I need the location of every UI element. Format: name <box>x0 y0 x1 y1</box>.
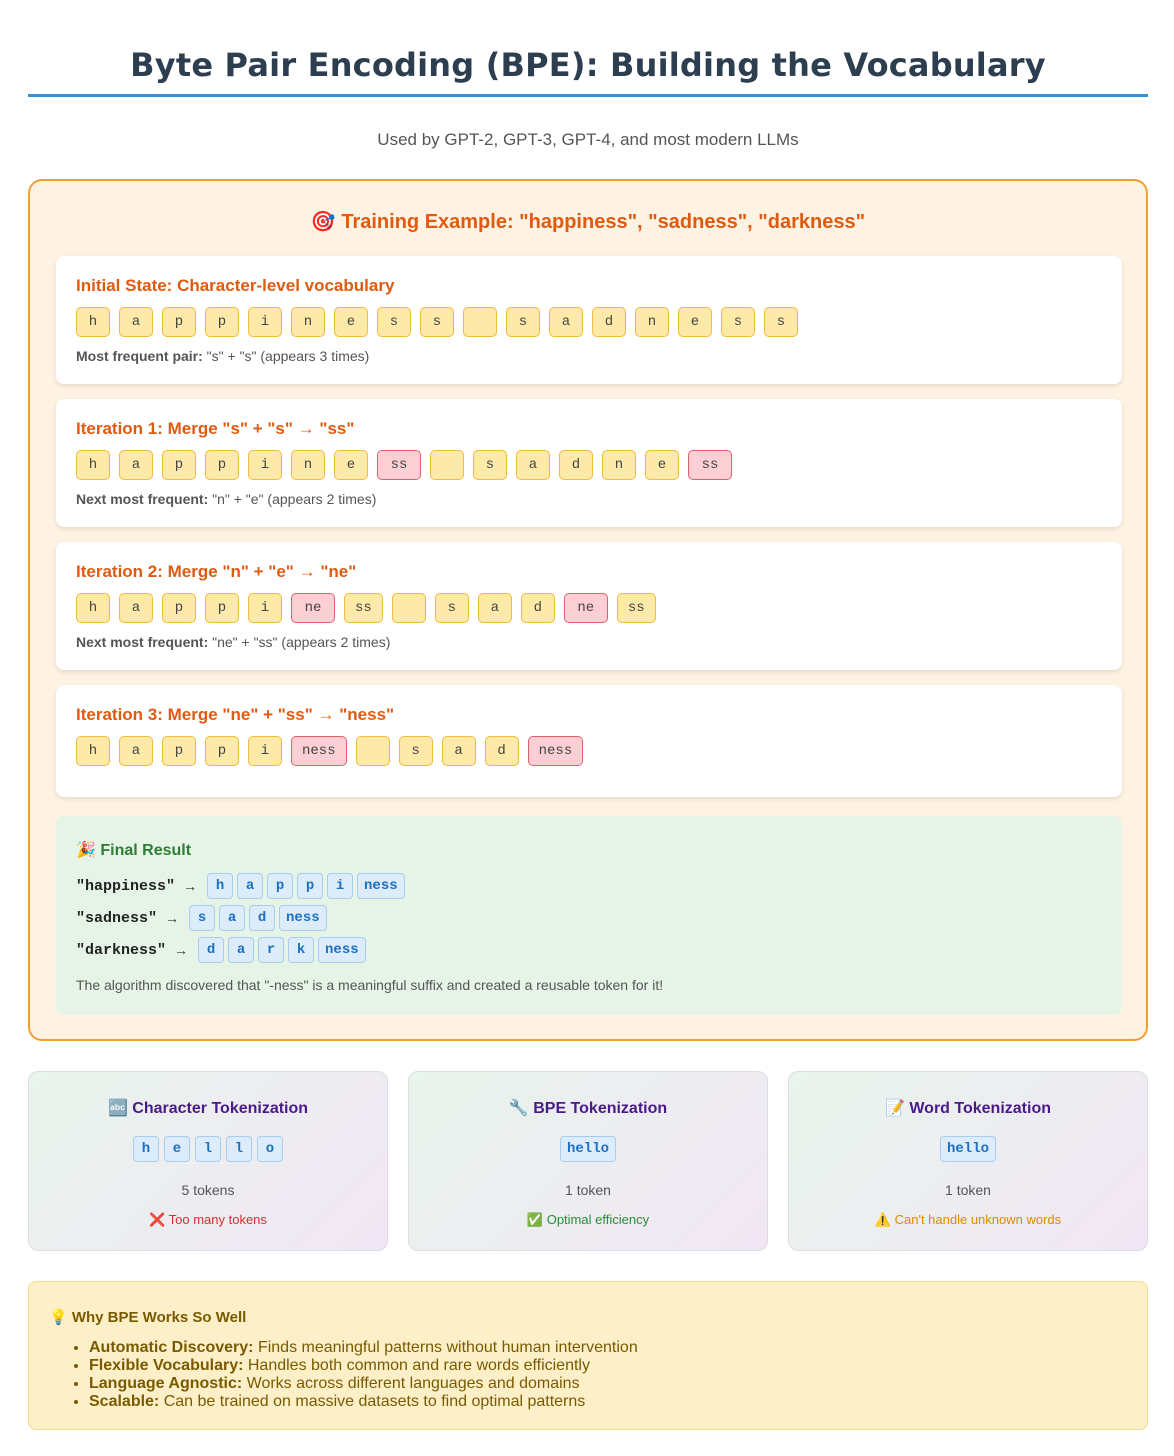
token: d <box>559 450 593 480</box>
space-token <box>356 736 390 766</box>
merged-token: ne <box>291 593 335 623</box>
step-card-iteration-1 <box>56 399 1122 527</box>
token: e <box>334 307 368 337</box>
final-token: i <box>327 873 353 899</box>
why-item-text: Finds meaningful patterns without human intervention <box>253 1339 638 1356</box>
token: a <box>119 307 153 337</box>
final-word: "sadness" <box>76 909 158 927</box>
token: a <box>478 593 512 623</box>
token: e <box>645 450 679 480</box>
step-title: Initial State: Character-level vocabulary <box>76 276 395 295</box>
final-token: a <box>237 873 263 899</box>
comparison-title: 🔧 BPE Tokenization <box>508 1100 668 1117</box>
final-word: "happiness" <box>76 877 176 895</box>
step-card-initial <box>56 256 1122 384</box>
why-bpe-item <box>89 1357 638 1375</box>
comparison-token: l <box>195 1136 221 1162</box>
step-note-label: Next most frequent: <box>76 634 209 650</box>
token: p <box>205 736 239 766</box>
final-token: ness <box>357 873 405 899</box>
merged-token: ss <box>688 450 732 480</box>
comparison-token: e <box>164 1136 190 1162</box>
page-title: Byte Pair Encoding (BPE): Building the Vocabulary <box>130 46 1046 84</box>
final-token: p <box>297 873 323 899</box>
step-note-label: Most frequent pair: <box>76 348 203 364</box>
training-example-title: 🎯 Training Example: "happiness", "sadness", "darkness" <box>310 211 866 233</box>
token: e <box>334 450 368 480</box>
arrow-icon: → <box>183 878 198 894</box>
merged-token: ness <box>291 736 347 766</box>
step-note-text: "n" + "e" (appears 2 times) <box>208 491 377 507</box>
final-result-description: The algorithm discovered that "-ness" is a meaningful suffix and created a reusable token for it! <box>76 977 664 993</box>
why-item-label: Language Agnostic: <box>89 1375 243 1392</box>
step-title: Iteration 2: Merge "n" + "e" → "ne" <box>76 562 357 581</box>
token-row <box>76 450 732 480</box>
token: s <box>435 593 469 623</box>
token: s <box>721 307 755 337</box>
token: i <box>248 450 282 480</box>
step-card-iteration-2 <box>56 542 1122 670</box>
token: s <box>420 307 454 337</box>
why-bpe-list <box>89 1339 638 1411</box>
final-word: "darkness" <box>76 941 167 959</box>
why-item-label: Automatic Discovery: <box>89 1339 254 1356</box>
comparison-tokens <box>789 1136 1147 1162</box>
token: i <box>248 736 282 766</box>
token: a <box>549 307 583 337</box>
token: s <box>377 307 411 337</box>
merged-token: ness <box>528 736 584 766</box>
step-note <box>76 491 376 507</box>
comparison-tokens <box>409 1136 767 1162</box>
comparison-title: 🔤 Character Tokenization <box>107 1100 309 1117</box>
why-bpe-item <box>89 1339 638 1357</box>
why-item-text: Works across different languages and domains <box>242 1375 580 1392</box>
final-result-panel <box>56 816 1122 1015</box>
step-note <box>76 634 390 650</box>
step-title: Iteration 1: Merge "s" + "s" → "ss" <box>76 419 355 438</box>
token: p <box>162 307 196 337</box>
comparison-count: 1 token <box>565 1182 611 1198</box>
comparison-card-word <box>788 1071 1148 1251</box>
why-item-label: Scalable: <box>89 1393 160 1410</box>
why-bpe-title: 💡 Why BPE Works So Well <box>49 1309 247 1326</box>
final-token: ness <box>279 905 327 931</box>
space-token <box>463 307 497 337</box>
merged-token: ne <box>564 593 608 623</box>
token: p <box>205 307 239 337</box>
page-subtitle: Used by GPT-2, GPT-3, GPT-4, and most modern LLMs <box>377 130 799 149</box>
comparison-card-bpe <box>408 1071 768 1251</box>
why-item-text: Handles both common and rare words efficiently <box>243 1357 590 1374</box>
token: n <box>602 450 636 480</box>
space-token <box>392 593 426 623</box>
token: h <box>76 593 110 623</box>
final-token: p <box>267 873 293 899</box>
step-note-label: Next most frequent: <box>76 491 209 507</box>
token: ss <box>617 593 656 623</box>
final-token: a <box>219 905 245 931</box>
why-bpe-item <box>89 1375 638 1393</box>
final-token: k <box>288 937 314 963</box>
token-row <box>76 736 583 766</box>
token: a <box>119 736 153 766</box>
comparison-token: hello <box>560 1136 616 1162</box>
token: h <box>76 736 110 766</box>
token: d <box>521 593 555 623</box>
why-bpe-item <box>89 1393 638 1411</box>
final-token: ness <box>318 937 366 963</box>
step-title: Iteration 3: Merge "ne" + "ss" → "ness" <box>76 705 395 724</box>
final-token: h <box>207 873 233 899</box>
step-card-iteration-3 <box>56 685 1122 797</box>
comparison-token: o <box>257 1136 283 1162</box>
comparison-card-character <box>28 1071 388 1251</box>
token: i <box>248 593 282 623</box>
arrow-icon: → <box>174 942 189 958</box>
token: n <box>291 307 325 337</box>
token: a <box>442 736 476 766</box>
final-row <box>76 937 364 963</box>
token: s <box>506 307 540 337</box>
training-example-panel <box>28 179 1148 1041</box>
comparison-title: 📝 Word Tokenization <box>885 1100 1051 1117</box>
step-note-text: "s" + "s" (appears 3 times) <box>202 348 370 364</box>
step-note-text: "ne" + "ss" (appears 2 times) <box>208 634 391 650</box>
final-row <box>76 905 325 931</box>
step-note <box>76 348 369 364</box>
why-bpe-panel <box>28 1281 1148 1430</box>
token-row <box>76 593 656 623</box>
final-token: a <box>228 937 254 963</box>
merged-token: ss <box>377 450 421 480</box>
comparison-token: hello <box>940 1136 996 1162</box>
token: a <box>119 450 153 480</box>
title-divider <box>28 94 1148 97</box>
token: s <box>764 307 798 337</box>
final-token: s <box>189 905 215 931</box>
space-token <box>430 450 464 480</box>
final-token: d <box>249 905 275 931</box>
arrow-icon: → <box>165 910 180 926</box>
token: s <box>399 736 433 766</box>
comparison-count: 1 token <box>945 1182 991 1198</box>
token: n <box>291 450 325 480</box>
token: h <box>76 450 110 480</box>
token: a <box>516 450 550 480</box>
token: ss <box>344 593 383 623</box>
final-token: d <box>198 937 224 963</box>
final-token: r <box>258 937 284 963</box>
comparison-tokens <box>29 1136 387 1162</box>
token: e <box>678 307 712 337</box>
comparison-token: l <box>226 1136 252 1162</box>
token-row <box>76 307 798 337</box>
final-row <box>76 873 403 899</box>
comparison-count: 5 tokens <box>181 1182 235 1198</box>
token: s <box>473 450 507 480</box>
token: a <box>119 593 153 623</box>
token: d <box>592 307 626 337</box>
comparison-verdict: ❌ Too many tokens <box>149 1212 267 1227</box>
token: p <box>205 593 239 623</box>
token: i <box>248 307 282 337</box>
token: p <box>162 736 196 766</box>
token: p <box>205 450 239 480</box>
comparison-verdict: ✅ Optimal efficiency <box>526 1212 650 1227</box>
why-item-text: Can be trained on massive datasets to find optimal patterns <box>159 1393 586 1410</box>
comparison-verdict: ⚠️ Can't handle unknown words <box>874 1212 1062 1227</box>
token: p <box>162 450 196 480</box>
token: d <box>485 736 519 766</box>
why-item-label: Flexible Vocabulary: <box>89 1357 244 1374</box>
final-result-title: 🎉 Final Result <box>76 842 192 859</box>
token: p <box>162 593 196 623</box>
comparison-token: h <box>133 1136 159 1162</box>
token: n <box>635 307 669 337</box>
token: h <box>76 307 110 337</box>
